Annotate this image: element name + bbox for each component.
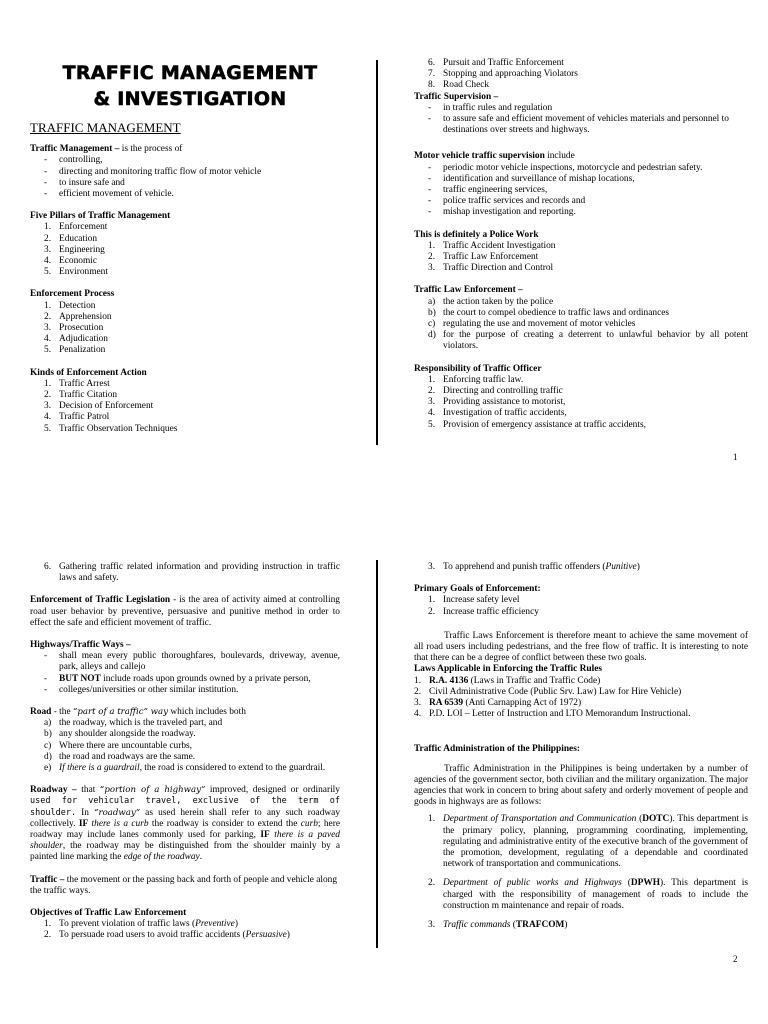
section-heading: TRAFFIC MANAGEMENT: [30, 120, 181, 135]
list-item: 3. Providing assistance to motorist,: [428, 397, 566, 408]
list-item: 1. R.A. 4136 (Laws in Traffic and Traffic Code): [414, 675, 601, 686]
list-item: 5. Provision of emergency assistance at traffic accidents,: [428, 419, 646, 430]
kinds-of-enforcement: [30, 368, 350, 435]
list-item: 1. Traffic Accident Investigation: [428, 240, 556, 251]
enforcement-legislation: Enforcement of Traffic Legislation - is the area of activity aimed at controlling road user behavior by preventive, persuasive and punitive method in order to effect the safe and efficient movement of traffic.: [30, 595, 340, 628]
list-item: 1. Enforcement: [44, 222, 108, 233]
page1-left-column: [30, 60, 350, 435]
process-heading: Enforcement Process: [30, 289, 115, 300]
motor-vehicle-supervision: Motor vehicle traffic supervision include - periodic motor vehicle inspections, motorcycle and pedestrian safety. - identification and surveillance of mishap locations, - traffic engineering services, - police traffic services and records and - mishap investigation and reporting.: [414, 151, 748, 218]
list-item: 4. Economic: [44, 256, 98, 267]
page1-right-column: [414, 58, 748, 431]
list-item: c) regulating the use and movement of motor vehicles: [428, 319, 636, 330]
list-item: 6. Pursuit and Traffic Enforcement: [428, 58, 564, 68]
list-item: 2. Traffic Law Enforcement: [428, 252, 539, 263]
list-item: 4. Investigation of traffic accidents,: [428, 408, 567, 419]
responsibility-of-officer: [414, 364, 748, 431]
kinds-heading: Kinds of Enforcement Action: [30, 367, 147, 378]
traffic-law-enforcement: [414, 285, 748, 352]
five-pillars: [30, 211, 350, 278]
hw-heading: Highways/Traffic Ways –: [30, 640, 131, 651]
road-definition: Road - the “part of a traffic” way which includes both a) the roadway, which is the traveled part, and b) any shoulder alongside the roadway. c) Where there are uncountable curbs, d) the road and roadways are the same. e) If there is a guardrail, the road is considered to extend to the guardrail.: [30, 707, 340, 774]
list-item: - periodic motor vehicle inspections, motorcycle and pedestrian safety.: [428, 162, 703, 173]
page1-column-divider: [376, 60, 378, 445]
traffic-definition: Traffic – the movement or the passing back and forth of people and vehicle along the traffic ways.: [30, 874, 338, 896]
list-item: 2. Department of public works and Highways (DPWH). This department is charged with the responsibility of management of roads to include the construction m maintenance and repair of roads.: [428, 878, 748, 911]
list-item: - traffic engineering services,: [428, 185, 548, 196]
list-item: - colleges/universities or other similar institution.: [44, 684, 239, 695]
tle-heading: Traffic Law Enforcement –: [414, 285, 523, 296]
list-item: 8. Road Check: [428, 80, 490, 91]
list-item: a) the action taken by the police: [428, 296, 554, 307]
title-line-2: & INVESTIGATION: [93, 88, 287, 110]
list-item: - shall mean every public thoroughfares, boulevards, driveway, avenue, park, alleys and callejo: [44, 651, 340, 673]
page2-right-column: [414, 562, 748, 931]
traffic-administration: [414, 744, 748, 808]
list-item: 3. To apprehend and punish traffic offenders (Punitive): [428, 562, 640, 572]
list-item: - BUT NOT include roads upon grounds owned by a private person,: [44, 673, 311, 684]
list-item: 4. Adjudication: [44, 334, 108, 345]
title-line-1: TRAFFIC MANAGEMENT: [62, 62, 318, 84]
list-item: - to insure safe and: [44, 177, 125, 188]
list-item: 3. RA 6539 (Anti Carnapping Act of 1972): [414, 698, 582, 709]
list-item: - in traffic rules and regulation: [428, 102, 553, 113]
objectives: [30, 908, 340, 942]
list-item: 1. Increase safety level: [428, 595, 520, 606]
list-item: 4. Traffic Patrol: [44, 412, 110, 423]
kinds-list: [30, 379, 350, 435]
roadway-definition: Roadway – that “portion of a highway” improved, designed or ordinarily used for vehicular travel, exclusive of the term of shoulder. In “roadway” as used herein shall refer to any such roadway collectively. IF there is a curb the roadway is consider to extend the curb; here roadway may include lanes commonly used for parking, IF there is a paved shoulder, the roadway may be distinguished from the shoulder mainly by a painted line marking the edge of the roadway.: [30, 785, 341, 863]
resp-heading: Responsibility of Traffic Officer: [414, 363, 542, 374]
obj-heading: Objectives of Traffic Law Enforcement: [30, 908, 187, 919]
list-item: 2. Traffic Citation: [44, 390, 118, 401]
list-item: a) the roadway, which is the traveled part, and: [44, 718, 223, 729]
document-title: [30, 60, 350, 112]
highways: [30, 640, 340, 696]
list-item: 7. Stopping and approaching Violators: [428, 69, 578, 80]
list-item: 3. Engineering: [44, 244, 105, 255]
mv-heading: Motor vehicle traffic supervision: [414, 151, 545, 162]
list-item: - identification and surveillance of mishap locations,: [428, 173, 635, 184]
list-item: 3. Decision of Enforcement: [44, 401, 154, 412]
list-item: - mishap investigation and reporting.: [428, 207, 576, 218]
list-item: 2. To persuade road users to avoid traffic accidents (Persuasive): [44, 930, 290, 941]
list-item: - police traffic services and records and: [428, 196, 586, 207]
list-item: 1. Detection: [44, 300, 96, 311]
tle-paragraph: Traffic Laws Enforcement is therefore meant to achieve the same movement of all road users including pedestrians, and the free flow of traffic. It is interesting to note that there can be a degree of conflict between these two goals.: [414, 630, 748, 664]
list-item: 4. P.D. LOI – Letter of Instruction and LTO Memorandum Instructional.: [414, 709, 691, 720]
page-number-2: 2: [733, 954, 738, 964]
list-item: 2. Education: [44, 233, 98, 244]
primary-goals: [414, 584, 748, 618]
list-item: 1. To prevent violation of traffic laws (Preventive): [44, 919, 238, 930]
list-item: 5. Penalization: [44, 345, 106, 356]
page-number-1: 1: [733, 452, 738, 462]
list-item: 2. Increase traffic efficiency: [428, 606, 539, 617]
process-list: [30, 301, 350, 357]
list-item: 2. Apprehension: [44, 311, 112, 322]
police-work: [414, 230, 748, 275]
tm-list: [30, 155, 350, 200]
list-item: - efficient movement of vehicle.: [44, 189, 174, 200]
enforcement-process: [30, 289, 350, 356]
supervision-heading: Traffic Supervision –: [414, 91, 499, 102]
tm-def: is the process of: [119, 144, 183, 155]
traffic-supervision: [414, 92, 748, 137]
goals-heading: Primary Goals of Enforcement:: [414, 584, 541, 595]
list-item: - directing and monitoring traffic flow of motor vehicle: [44, 166, 262, 177]
list-item: 3. Traffic commands (TRAFCOM): [428, 920, 568, 931]
continued-list: [414, 58, 748, 92]
laws-heading: Laws Applicable in Enforcing the Traffic Rules: [414, 664, 603, 675]
agencies-list: [414, 814, 748, 931]
list-item: b) the court to compel obedience to traffic laws and ordinances: [428, 307, 670, 318]
list-item: 2. Civil Administrative Code (Public Srv. Law) Law for Hire Vehicle): [414, 686, 682, 697]
list-item: 1. Department of Transportation and Communication (DOTC). This department is the primary policy, planning, programming coordinating, implementing, regulating and administrative entity of the executive branch of the government of the promotion, development, regulating of a dependable and coordinated network of transportation and communications.: [428, 814, 748, 870]
list-item: 3. Prosecution: [44, 323, 104, 334]
tm-term: Traffic Management –: [30, 144, 120, 155]
list-item: 5. Traffic Observation Techniques: [44, 423, 178, 434]
list-item: - controlling,: [44, 155, 103, 166]
pillars-heading: Five Pillars of Traffic Management: [30, 211, 171, 222]
list-item: 3. Traffic Direction and Control: [428, 263, 554, 274]
list-item: 2. Directing and controlling traffic: [428, 386, 563, 397]
list-item: b) any shoulder alongside the roadway.: [44, 729, 196, 740]
list-item: 1. Traffic Arrest: [44, 378, 110, 389]
list-item: - to assure safe and efficient movement of vehicles materials and personnel to destinations over streets and highways.: [428, 114, 729, 136]
laws-applicable: [414, 664, 748, 720]
list-item: d) the road and roadways are the same.: [44, 751, 196, 762]
list-item: d) for the purpose of creating a deterrent to unlawful behavior by all potent violators.: [428, 330, 748, 352]
list-item: 1. Enforcing traffic law.: [428, 374, 524, 385]
list-item: c) Where there are uncountable curbs,: [44, 740, 193, 751]
page2-column-divider: [376, 560, 378, 948]
list-item: 5. Environment: [44, 267, 108, 278]
pillars-list: [30, 222, 350, 278]
admin-paragraph: Traffic Administration in the Philippines is being undertaken by a number of agencies of the government sector, both civilian and the military organization. The major agencies that work in concern to bring about safety and orderly movement of people and goods in highways are as follows:: [414, 763, 748, 808]
page2-left-column: [30, 562, 340, 942]
admin-heading: Traffic Administration of the Philippines:: [414, 744, 580, 755]
police-heading: This is definitely a Police Work: [414, 229, 539, 240]
list-item: e) If there is a guardrail, the road is considered to extend to the guardrail.: [44, 763, 326, 774]
traffic-management-definition: [30, 144, 350, 200]
list-item: 6. Gathering traffic related information and providing instruction in traffic laws and safety.: [44, 562, 340, 584]
